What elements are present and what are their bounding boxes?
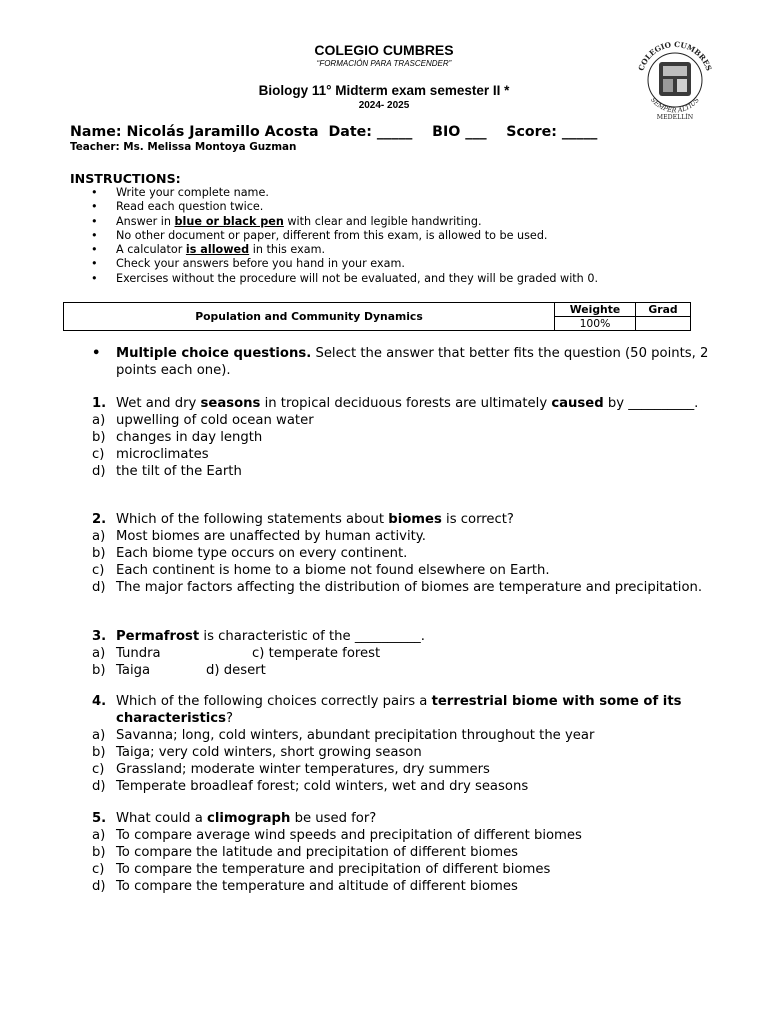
school-year: 2024- 2025 <box>358 100 410 111</box>
option-a[interactable]: a) upwelling of cold ocean water <box>92 413 314 428</box>
logo-text-top: COLEGIO CUMBRES <box>636 40 714 72</box>
instructions-heading: INSTRUCTIONS: <box>70 171 181 186</box>
student-name: Nicolás Jaramillo Acosta <box>126 124 319 140</box>
instruction-item: • Answer in blue or black pen with clear and legible handwriting. <box>70 215 598 229</box>
option-a[interactable]: a) To compare average wind speeds and precipitation of different biomes <box>92 828 582 843</box>
question-4: 4. Which of the following choices correctly pairs a terrestrial biome with some of its characteristics? a) Savanna; long, cold winters, abundant precipitation throughout the year b) Taiga; very cold winters, short growing season c) Grassland; moderate winter temperatures, dry summers d) Temperate broadleaf forest; cold winters, wet and dry seasons <box>92 693 712 795</box>
question-number: 2. <box>92 512 107 527</box>
bio-label: BIO <box>432 124 461 140</box>
school-name: COLEGIO CUMBRES <box>314 42 454 58</box>
option-c[interactable]: c) Each continent is home to a biome not found elsewhere on Earth. <box>92 563 550 578</box>
bio-blank[interactable]: ___ <box>465 124 487 140</box>
name-label: Name: <box>70 124 122 140</box>
exam-title: Biology 11° Midterm exam semester II * <box>258 83 510 98</box>
instruction-item: • Check your answers before you hand in your exam. <box>70 257 598 271</box>
weight-header: Weighte <box>555 303 636 317</box>
question-number: 5. <box>92 811 107 826</box>
option-b[interactable]: b) To compare the latitude and precipitation of different biomes <box>92 845 519 860</box>
option-b[interactable]: b) Taiga; very cold winters, short growing season <box>92 745 422 760</box>
option-d[interactable]: d) desert <box>206 663 266 678</box>
instruction-item: • Exercises without the procedure will not be evaluated, and they will be graded with 0. <box>70 272 598 286</box>
option-b[interactable]: b) Each biome type occurs on every continent. <box>92 546 408 561</box>
weight-value: 100% <box>555 317 636 331</box>
option-d[interactable]: d) The major factors affecting the distribution of biomes are temperature and precipitation. <box>92 580 703 595</box>
school-logo <box>630 40 720 122</box>
grade-header: Grad <box>636 303 691 317</box>
question-3: 3. Permafrost is characteristic of the __________. a) Tundra c) temperate forest b) Taiga d) desert <box>92 629 425 678</box>
date-label: Date: <box>328 124 372 140</box>
option-a[interactable]: a) Savanna; long, cold winters, abundant precipitation throughout the year <box>92 728 595 743</box>
option-d[interactable]: d) To compare the temperature and altitude of different biomes <box>92 879 518 894</box>
section-title: Multiple choice questions. <box>116 346 312 361</box>
instruction-item: • Write your complete name. <box>70 186 598 200</box>
logo-text-bottom: SEMPER ALTIUS <box>649 96 701 115</box>
option-d[interactable]: d) the tilt of the Earth <box>92 464 242 479</box>
option-c[interactable]: c) Grassland; moderate winter temperatures, dry summers <box>92 762 490 777</box>
instruction-item: • Read each question twice. <box>70 200 598 214</box>
question-number: 3. <box>92 629 107 644</box>
student-info-line <box>70 124 597 140</box>
section-description: Select the answer that better fits the question (50 points, 2 points each one). <box>116 346 709 378</box>
question-number: 1. <box>92 396 107 411</box>
instruction-item: • A calculator is allowed in this exam. <box>70 243 598 257</box>
teacher-name: Teacher: Ms. Melissa Montoya Guzman <box>70 141 297 153</box>
option-d[interactable]: d) Temperate broadleaf forest; cold winters, wet and dry seasons <box>92 779 529 794</box>
date-blank[interactable]: _____ <box>376 124 413 140</box>
grade-table <box>63 302 691 331</box>
option-b[interactable]: Taiga <box>116 663 151 678</box>
topic-cell: Population and Community Dynamics <box>64 303 555 331</box>
question-5: 5. What could a climograph be used for? a) To compare average wind speeds and precipitation of different biomes b) To compare the latitude and precipitation of different biomes c) To compare the temperature and precipitation of different biomes d) To compare the temperature and altitude of different biomes <box>92 810 712 895</box>
option-c[interactable]: c) temperate forest <box>252 646 381 661</box>
instruction-item: • No other document or paper, different from this exam, is allowed to be used. <box>70 229 598 243</box>
option-b[interactable]: b) changes in day length <box>92 430 263 445</box>
question-1: 1. Wet and dry seasons in tropical deciduous forests are ultimately caused by __________. a) upwelling of cold ocean water b) changes in day length c) microclimates d) the tilt of the Earth <box>92 395 712 480</box>
school-motto: “FORMACIÓN PARA TRASCENDER” <box>316 59 452 68</box>
option-a[interactable]: a) Most biomes are unaffected by human activity. <box>92 529 426 544</box>
section-bullet: • <box>92 346 101 361</box>
logo-city: MEDELLÍN <box>656 114 694 121</box>
score-blank[interactable]: _____ <box>561 124 598 140</box>
question-2: 2. Which of the following statements about biomes is correct? a) Most biomes are unaffected by human activity. b) Each biome type occurs on every continent. c) Each continent is home to a biome not found elsewhere on Earth. d) The major factors affecting the distribution of biomes are temperature and precipitation. <box>92 511 712 596</box>
section-heading <box>92 345 712 379</box>
grade-value[interactable] <box>636 317 691 331</box>
instructions-list <box>70 186 598 286</box>
option-c[interactable]: c) microclimates <box>92 447 209 462</box>
question-number: 4. <box>92 694 107 709</box>
option-c[interactable]: c) To compare the temperature and precipitation of different biomes <box>92 862 551 877</box>
option-a[interactable]: Tundra <box>116 646 161 661</box>
score-label: Score: <box>506 124 557 140</box>
